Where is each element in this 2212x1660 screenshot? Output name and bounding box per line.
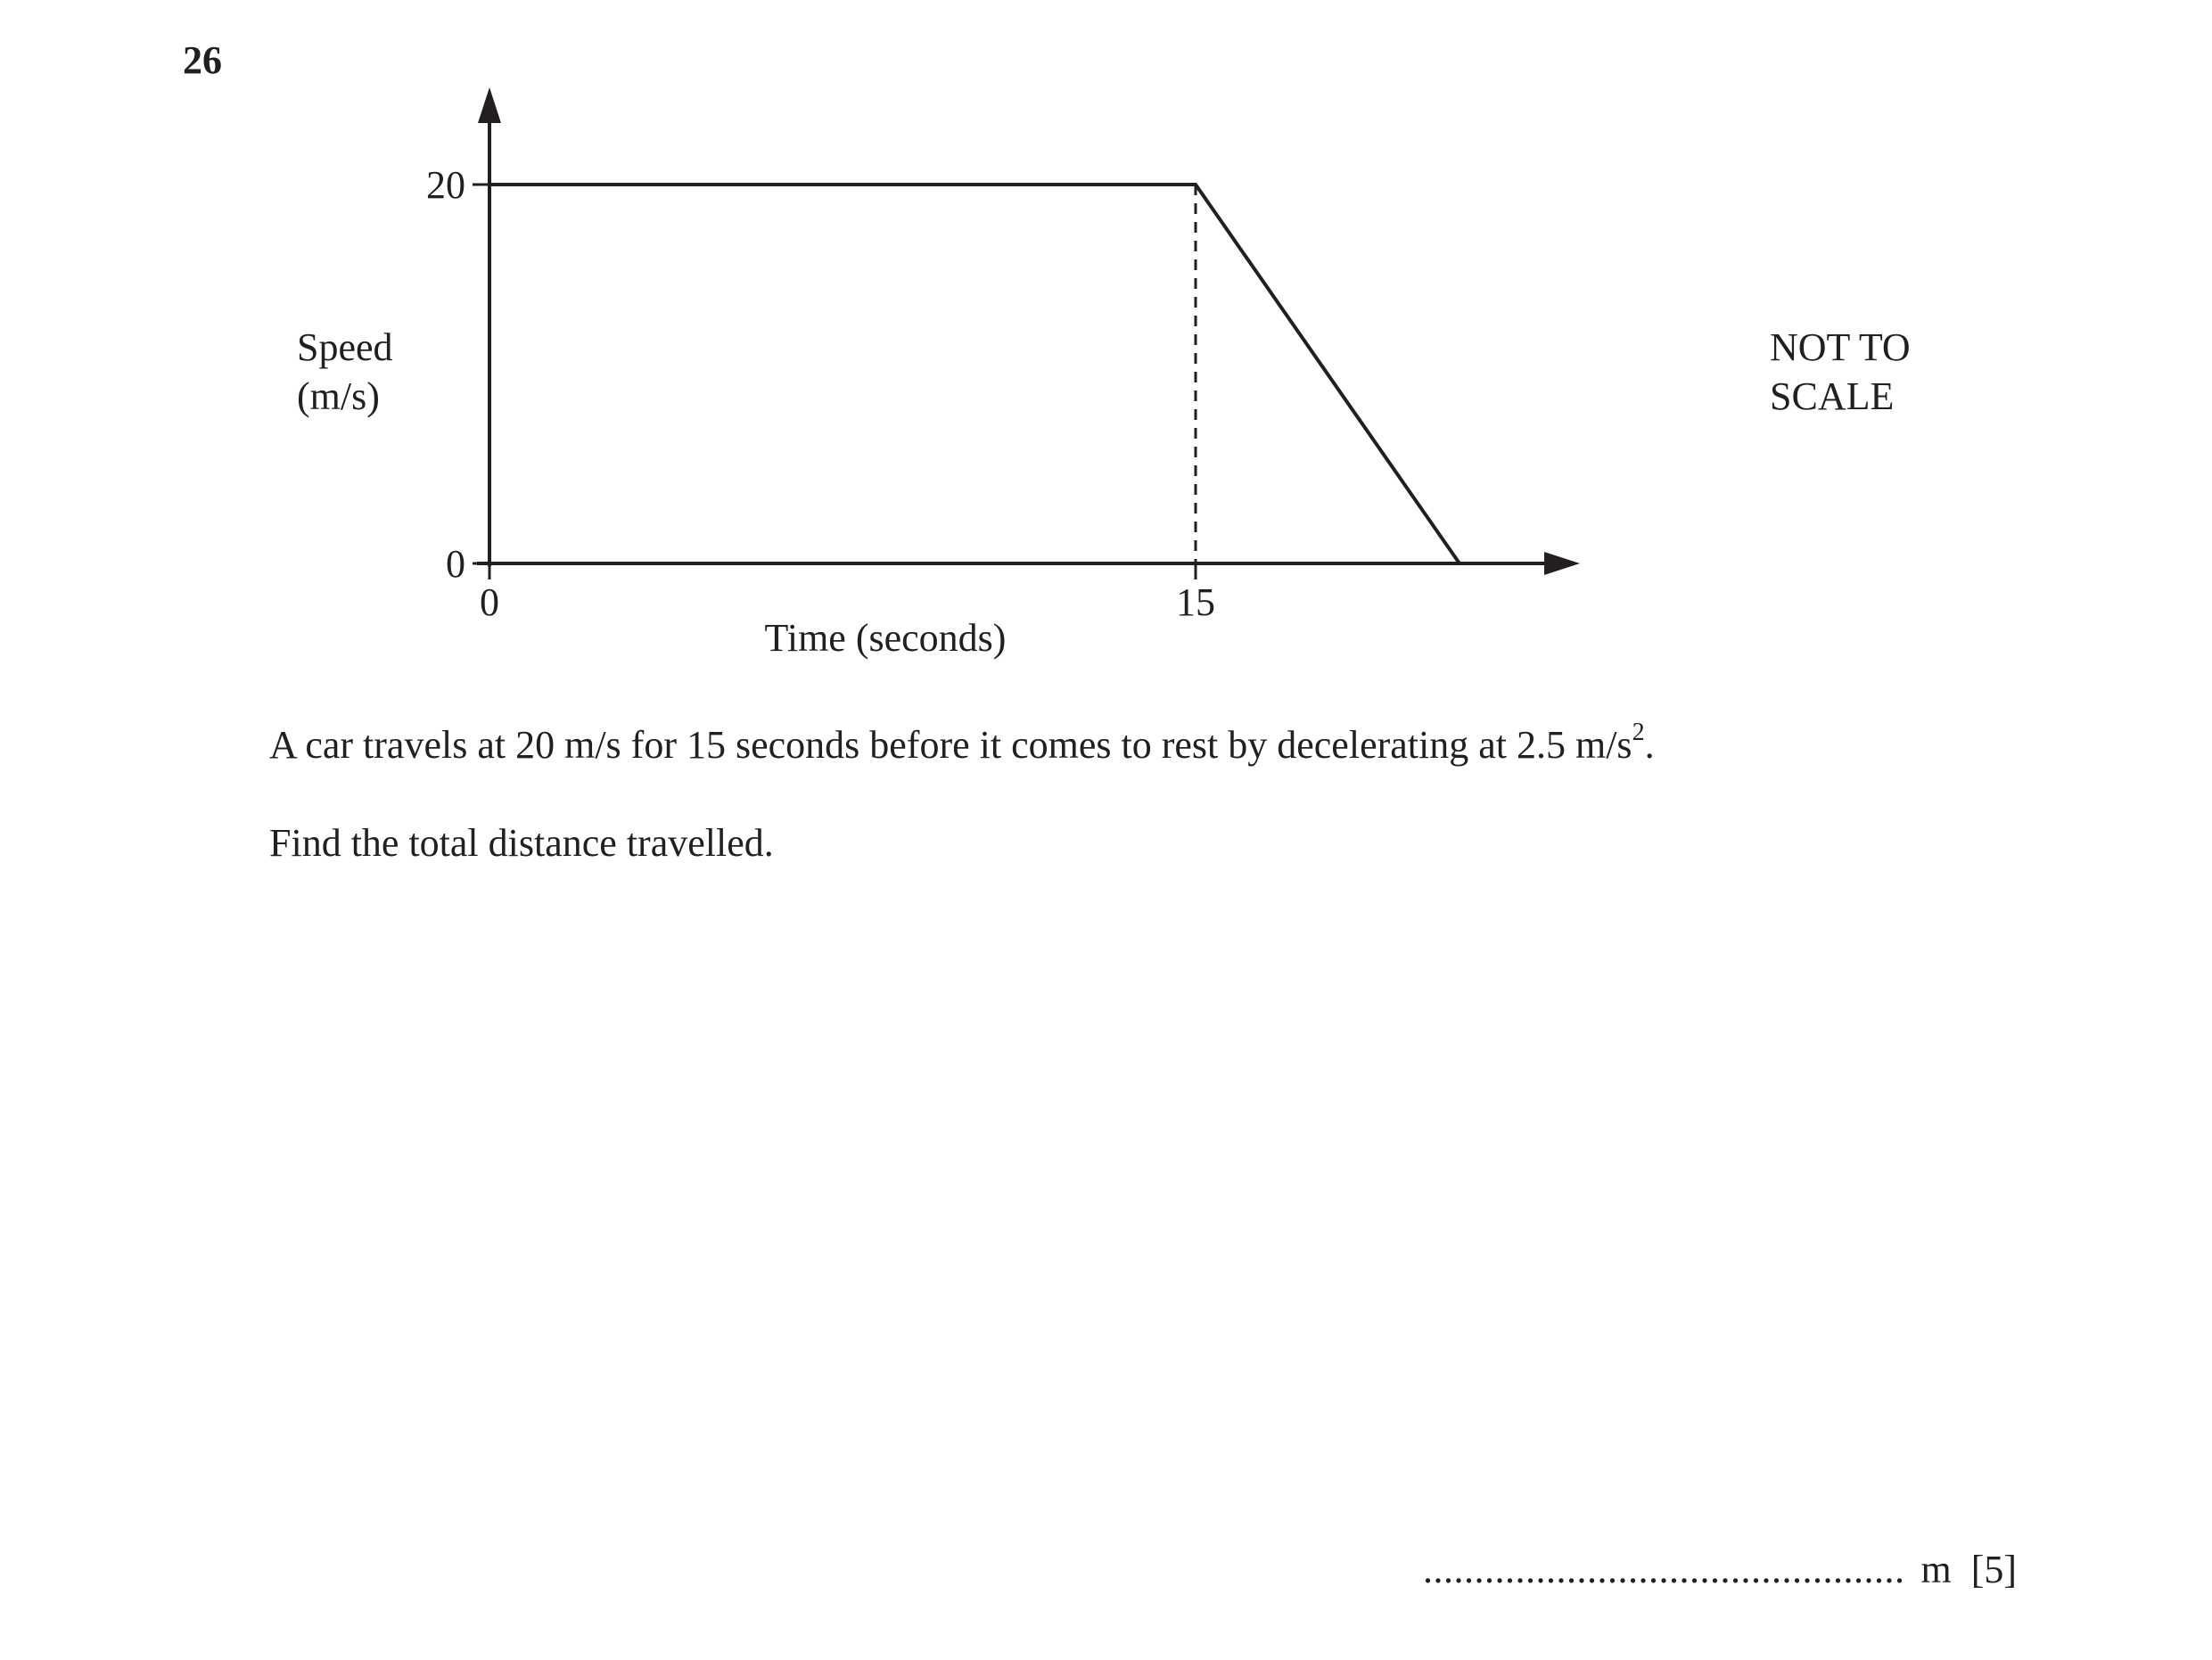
question-number: 26	[183, 38, 222, 82]
y-tick-label-0: 0	[446, 542, 465, 586]
statement-main: A car travels at 20 m/s for 15 seconds before it comes to rest by decelerating at 2.5 m/s	[269, 723, 1632, 767]
y-tick-label-20: 20	[426, 163, 465, 207]
not-to-scale-line2: SCALE	[1770, 374, 1895, 418]
question-prompt: Find the total distance travelled.	[269, 821, 774, 865]
y-axis-label-line2: (m/s)	[297, 374, 380, 418]
question-statement	[269, 719, 1655, 769]
x-axis-arrow-icon	[1544, 552, 1580, 575]
answer-dotted-line[interactable]: ...............................................	[1423, 1548, 1905, 1591]
x-tick-label-15: 15	[1176, 580, 1215, 624]
statement-end: .	[1644, 723, 1655, 767]
speed-time-graph	[0, 0, 2212, 713]
not-to-scale-line1: NOT TO	[1770, 325, 1911, 369]
statement-superscript: 2	[1632, 719, 1645, 747]
marks-label: [5]	[1970, 1548, 2018, 1591]
y-axis-arrow-icon	[478, 87, 501, 123]
x-tick-label-0: 0	[480, 580, 499, 624]
answer-line[interactable]	[1423, 1547, 2017, 1592]
answer-unit: m	[1920, 1548, 1952, 1591]
y-axis-label-line1: Speed	[297, 325, 393, 369]
x-axis-label: Time (seconds)	[764, 616, 1007, 660]
speed-series-line	[489, 185, 1460, 563]
